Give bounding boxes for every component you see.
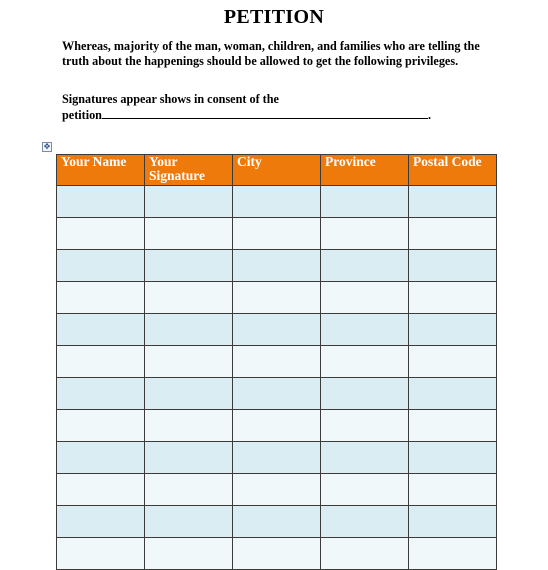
- cell-postal-code[interactable]: [409, 538, 497, 570]
- cell-city[interactable]: [233, 250, 321, 282]
- cell-name[interactable]: [57, 282, 145, 314]
- cell-name[interactable]: [57, 250, 145, 282]
- table-row: [57, 250, 497, 282]
- cell-postal-code[interactable]: [409, 378, 497, 410]
- cell-province[interactable]: [321, 250, 409, 282]
- header-city: City: [233, 155, 321, 186]
- cell-signature[interactable]: [145, 250, 233, 282]
- cell-postal-code[interactable]: [409, 506, 497, 538]
- cell-signature[interactable]: [145, 442, 233, 474]
- cell-signature[interactable]: [145, 314, 233, 346]
- move-cross-icon[interactable]: ✥: [43, 142, 51, 151]
- cell-name[interactable]: [57, 186, 145, 218]
- cell-province[interactable]: [321, 506, 409, 538]
- table-body: [57, 186, 497, 570]
- cell-name[interactable]: [57, 410, 145, 442]
- cell-name[interactable]: [57, 442, 145, 474]
- cell-province[interactable]: [321, 218, 409, 250]
- cell-postal-code[interactable]: [409, 218, 497, 250]
- cell-signature[interactable]: [145, 410, 233, 442]
- cell-city[interactable]: [233, 282, 321, 314]
- cell-postal-code[interactable]: [409, 474, 497, 506]
- table-row: [57, 474, 497, 506]
- table-row: [57, 314, 497, 346]
- cell-province[interactable]: [321, 442, 409, 474]
- table-header-row: [57, 155, 497, 186]
- cell-province[interactable]: [321, 378, 409, 410]
- table-row: [57, 410, 497, 442]
- cell-signature[interactable]: [145, 378, 233, 410]
- cell-city[interactable]: [233, 474, 321, 506]
- header-your-name: Your Name: [57, 155, 145, 186]
- cell-province[interactable]: [321, 410, 409, 442]
- cell-signature[interactable]: [145, 186, 233, 218]
- page-title: PETITION: [223, 6, 325, 28]
- cell-postal-code[interactable]: [409, 442, 497, 474]
- cell-name[interactable]: [57, 314, 145, 346]
- intro-paragraph: Whereas, majority of the man, woman, children, and families who are telling the truth about the happenings should be allowed to get the following privileges.: [62, 39, 480, 68]
- cell-postal-code[interactable]: [409, 250, 497, 282]
- table-row: [57, 506, 497, 538]
- consent-text: Signatures appear shows in consent of the: [62, 92, 279, 106]
- table-row: [57, 186, 497, 218]
- cell-name[interactable]: [57, 538, 145, 570]
- cell-city[interactable]: [233, 506, 321, 538]
- cell-postal-code[interactable]: [409, 282, 497, 314]
- cell-province[interactable]: [321, 282, 409, 314]
- header-your-signature: Your Signature: [145, 155, 233, 186]
- cell-name[interactable]: [57, 506, 145, 538]
- cell-signature[interactable]: [145, 506, 233, 538]
- cell-city[interactable]: [233, 346, 321, 378]
- table-row: [57, 282, 497, 314]
- cell-city[interactable]: [233, 538, 321, 570]
- signature-table: [56, 154, 497, 570]
- cell-province[interactable]: [321, 538, 409, 570]
- cell-city[interactable]: [233, 442, 321, 474]
- cell-province[interactable]: [321, 474, 409, 506]
- cell-city[interactable]: [233, 186, 321, 218]
- cell-signature[interactable]: [145, 218, 233, 250]
- cell-province[interactable]: [321, 346, 409, 378]
- consent-end: .: [427, 108, 431, 122]
- consent-word: petition: [62, 108, 102, 122]
- table-row: [57, 218, 497, 250]
- table-row: [57, 378, 497, 410]
- cell-postal-code[interactable]: [409, 346, 497, 378]
- cell-province[interactable]: [321, 314, 409, 346]
- cell-signature[interactable]: [145, 538, 233, 570]
- cell-city[interactable]: [233, 218, 321, 250]
- cell-postal-code[interactable]: [409, 186, 497, 218]
- cell-province[interactable]: [321, 186, 409, 218]
- cell-name[interactable]: [57, 474, 145, 506]
- cell-name[interactable]: [57, 346, 145, 378]
- table-row: [57, 346, 497, 378]
- cell-postal-code[interactable]: [409, 410, 497, 442]
- cell-city[interactable]: [233, 378, 321, 410]
- header-province: Province: [321, 155, 409, 186]
- cell-signature[interactable]: [145, 474, 233, 506]
- cell-signature[interactable]: [145, 346, 233, 378]
- cell-signature[interactable]: [145, 282, 233, 314]
- cell-name[interactable]: [57, 218, 145, 250]
- header-postal-code: Postal Code: [409, 155, 497, 186]
- cell-name[interactable]: [57, 378, 145, 410]
- table-row: [57, 442, 497, 474]
- cell-postal-code[interactable]: [409, 314, 497, 346]
- blank-line[interactable]: [102, 107, 428, 119]
- cell-city[interactable]: [233, 314, 321, 346]
- table-row: [57, 538, 497, 570]
- cell-city[interactable]: [233, 410, 321, 442]
- consent-paragraph: [62, 92, 482, 123]
